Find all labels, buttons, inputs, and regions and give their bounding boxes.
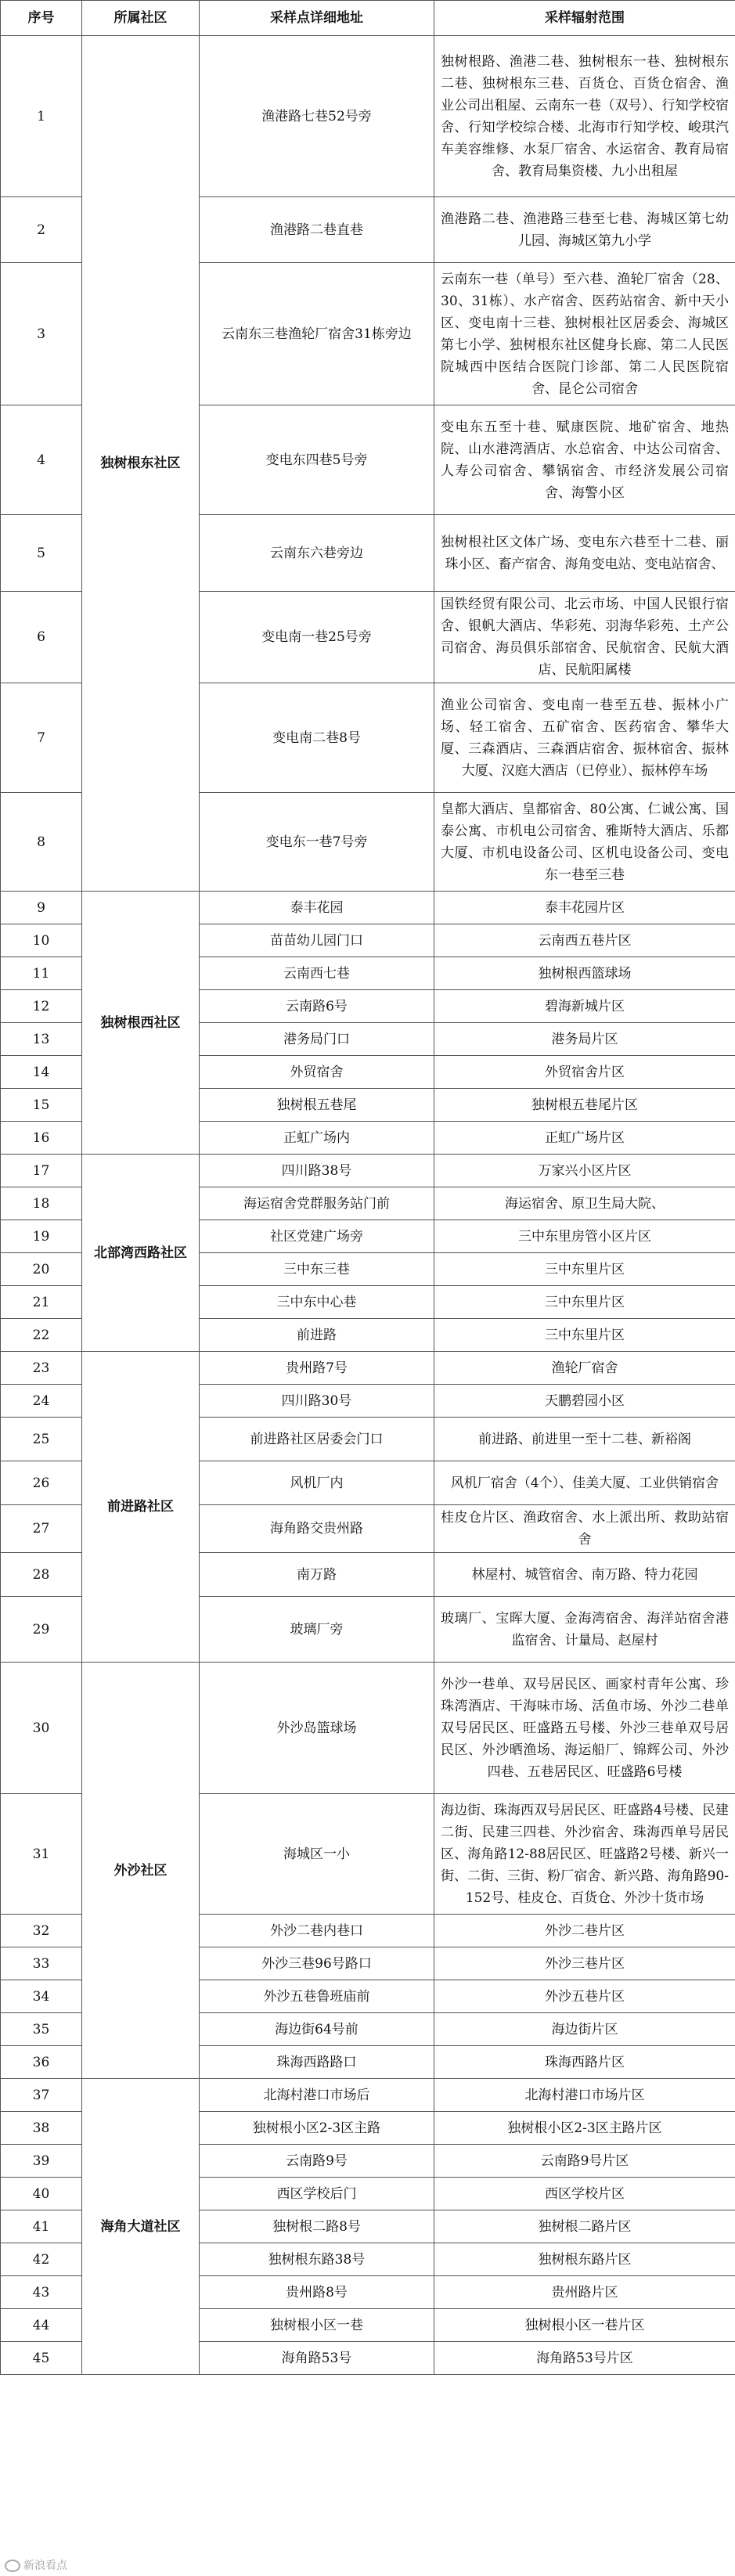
sampling-address: 外沙五巷鲁班庙前 xyxy=(200,1980,434,2013)
sampling-range: 海角路53号片区 xyxy=(434,2342,735,2375)
sampling-range: 外贸宿舍片区 xyxy=(434,1056,735,1089)
row-number: 25 xyxy=(1,1418,82,1461)
sampling-address: 云南东六巷旁边 xyxy=(200,515,434,592)
row-number: 8 xyxy=(1,793,82,892)
row-number: 9 xyxy=(1,892,82,924)
row-number: 40 xyxy=(1,2178,82,2210)
row-number: 41 xyxy=(1,2210,82,2243)
row-number: 35 xyxy=(1,2013,82,2046)
sampling-address: 四川路38号 xyxy=(200,1155,434,1187)
row-number: 29 xyxy=(1,1597,82,1663)
community-name: 前进路社区 xyxy=(82,1352,200,1663)
row-number: 5 xyxy=(1,515,82,592)
sampling-range: 桂皮仓片区、渔政宿舍、水上派出所、救助站宿舍 xyxy=(434,1505,735,1553)
sampling-range: 碧海新城片区 xyxy=(434,990,735,1023)
sampling-range: 独树根社区文体广场、变电东六巷至十二巷、丽珠小区、畜产宿舍、海角变电站、变电站宿舍、 xyxy=(434,515,735,592)
sampling-address: 四川路30号 xyxy=(200,1385,434,1418)
table-row xyxy=(1,2079,735,2112)
sampling-address: 前进路 xyxy=(200,1319,434,1352)
sampling-range: 渔业公司宿舍、变电南一巷至五巷、振林小广场、轻工宿舍、五矿宿舍、医药宿舍、攀华大厦、三森酒店、三森酒店宿舍、振林宿舍、振林大厦、汉庭大酒店（已停业）、振林停车场 xyxy=(434,683,735,793)
sampling-address: 云南路6号 xyxy=(200,990,434,1023)
sampling-range: 独树根西篮球场 xyxy=(434,957,735,990)
sampling-range: 渔轮厂宿舍 xyxy=(434,1352,735,1385)
sampling-address: 玻璃厂旁 xyxy=(200,1597,434,1663)
sampling-address: 云南路9号 xyxy=(200,2145,434,2178)
row-number: 26 xyxy=(1,1461,82,1505)
row-number: 38 xyxy=(1,2112,82,2145)
sampling-address: 泰丰花园 xyxy=(200,892,434,924)
row-number: 20 xyxy=(1,1253,82,1286)
sampling-range: 独树根东路片区 xyxy=(434,2243,735,2276)
sampling-range: 海运宿舍、原卫生局大院、 xyxy=(434,1187,735,1220)
row-number: 14 xyxy=(1,1056,82,1089)
sampling-range: 外沙五巷片区 xyxy=(434,1980,735,2013)
header-no: 序号 xyxy=(1,1,82,36)
sampling-address: 前进路社区居委会门口 xyxy=(200,1418,434,1461)
sampling-range: 皇都大酒店、皇都宿舍、80公寓、仁诚公寓、国泰公寓、市机电公司宿舍、雅斯特大酒店、乐都大厦、市机电设备公司、区机电设备公司、变电东一巷至三巷 xyxy=(434,793,735,892)
row-number: 7 xyxy=(1,683,82,793)
sampling-address: 贵州路8号 xyxy=(200,2276,434,2309)
row-number: 34 xyxy=(1,1980,82,2013)
row-number: 19 xyxy=(1,1220,82,1253)
sampling-range: 海边街片区 xyxy=(434,2013,735,2046)
sampling-address: 海城区一小 xyxy=(200,1794,434,1915)
sampling-address: 变电南二巷8号 xyxy=(200,683,434,793)
row-number: 23 xyxy=(1,1352,82,1385)
sampling-address: 渔港路七巷52号旁 xyxy=(200,36,434,197)
sampling-range: 云南西五巷片区 xyxy=(434,924,735,957)
row-number: 39 xyxy=(1,2145,82,2178)
sampling-range: 独树根小区2-3区主路片区 xyxy=(434,2112,735,2145)
sampling-address: 独树根东路38号 xyxy=(200,2243,434,2276)
header-community: 所属社区 xyxy=(82,1,200,36)
row-number: 45 xyxy=(1,2342,82,2375)
row-number: 28 xyxy=(1,1553,82,1597)
sampling-address: 风机厂内 xyxy=(200,1461,434,1505)
sampling-range: 正虹广场片区 xyxy=(434,1122,735,1155)
sampling-address: 渔港路二巷直巷 xyxy=(200,197,434,263)
row-number: 37 xyxy=(1,2079,82,2112)
sampling-address: 海运宿舍党群服务站门前 xyxy=(200,1187,434,1220)
row-number: 3 xyxy=(1,263,82,405)
sampling-range: 港务局片区 xyxy=(434,1023,735,1056)
sampling-range: 独树根路、渔港二巷、独树根东一巷、独树根东二巷、独树根东三巷、百货仓、百货仓宿舍、渔业公司出租屋、云南东一巷（双号）、行知学校宿舍、行知学校综合楼、北海市行知学校、峻琪汽车美容维修、水泵厂宿舍、水运宿舍、教育局宿舍、教育局集资楼、九小出租屋 xyxy=(434,36,735,197)
sampling-range: 林屋村、城管宿舍、南万路、特力花园 xyxy=(434,1553,735,1597)
table-row xyxy=(1,892,735,924)
sampling-address: 三中东三巷 xyxy=(200,1253,434,1286)
row-number: 44 xyxy=(1,2309,82,2342)
sampling-address: 三中东中心巷 xyxy=(200,1286,434,1319)
row-number: 21 xyxy=(1,1286,82,1319)
sampling-address: 海边街64号前 xyxy=(200,2013,434,2046)
table-header-row xyxy=(1,1,735,36)
sampling-range: 万家兴小区片区 xyxy=(434,1155,735,1187)
sampling-address: 独树根小区2-3区主路 xyxy=(200,2112,434,2145)
sampling-range: 外沙三巷片区 xyxy=(434,1947,735,1980)
row-number: 1 xyxy=(1,36,82,197)
sampling-range: 三中东里片区 xyxy=(434,1286,735,1319)
sampling-address: 变电南一巷25号旁 xyxy=(200,592,434,683)
row-number: 24 xyxy=(1,1385,82,1418)
community-name: 海角大道社区 xyxy=(82,2079,200,2375)
community-name: 独树根西社区 xyxy=(82,892,200,1155)
sampling-range: 外沙二巷片区 xyxy=(434,1915,735,1947)
sampling-address: 西区学校后门 xyxy=(200,2178,434,2210)
sampling-address: 北海村港口市场后 xyxy=(200,2079,434,2112)
row-number: 43 xyxy=(1,2276,82,2309)
table-body xyxy=(1,36,735,2375)
community-name: 北部湾西路社区 xyxy=(82,1155,200,1352)
sampling-address: 独树根五巷尾 xyxy=(200,1089,434,1122)
row-number: 33 xyxy=(1,1947,82,1980)
sampling-range: 独树根二路片区 xyxy=(434,2210,735,2243)
row-number: 10 xyxy=(1,924,82,957)
sampling-range: 贵州路片区 xyxy=(434,2276,735,2309)
row-number: 4 xyxy=(1,405,82,515)
table-row xyxy=(1,36,735,197)
table-row xyxy=(1,1155,735,1187)
sampling-address: 外沙三巷96号路口 xyxy=(200,1947,434,1980)
row-number: 30 xyxy=(1,1663,82,1794)
header-range: 采样辐射范围 xyxy=(434,1,735,36)
sampling-address: 变电东一巷7号旁 xyxy=(200,793,434,892)
sampling-address: 外沙二巷内巷口 xyxy=(200,1915,434,1947)
sampling-range: 国铁经贸有限公司、北云市场、中国人民银行宿舍、银帆大酒店、华彩苑、羽海华彩苑、土产公司宿舍、海员俱乐部宿舍、民航宿舍、民航大酒店、民航阳属楼 xyxy=(434,592,735,683)
row-number: 32 xyxy=(1,1915,82,1947)
row-number: 11 xyxy=(1,957,82,990)
sampling-range: 云南路9号片区 xyxy=(434,2145,735,2178)
row-number: 13 xyxy=(1,1023,82,1056)
sampling-range: 珠海西路片区 xyxy=(434,2046,735,2079)
sampling-address: 云南东三巷渔轮厂宿舍31栋旁边 xyxy=(200,263,434,405)
sampling-address: 云南西七巷 xyxy=(200,957,434,990)
header-address: 采样点详细地址 xyxy=(200,1,434,36)
sampling-address: 珠海西路路口 xyxy=(200,2046,434,2079)
sampling-range: 变电东五至十巷、赋康医院、地矿宿舍、地热院、山水港湾酒店、水总宿舍、中达公司宿舍、人寿公司宿舍、攀锅宿舍、市经济发展公司宿舍、海警小区 xyxy=(434,405,735,515)
sampling-range: 三中东里片区 xyxy=(434,1253,735,1286)
sampling-address: 正虹广场内 xyxy=(200,1122,434,1155)
sampling-range: 北海村港口市场片区 xyxy=(434,2079,735,2112)
sampling-range: 西区学校片区 xyxy=(434,2178,735,2210)
sampling-range: 天鹏碧园小区 xyxy=(434,1385,735,1418)
row-number: 42 xyxy=(1,2243,82,2276)
table-row xyxy=(1,1352,735,1385)
watermark-text: 新浪看点 xyxy=(23,2560,67,2572)
sampling-range: 外沙一巷单、双号居民区、画家村青年公寓、珍珠湾酒店、干海味市场、活鱼市场、外沙二巷单双号居民区、旺盛路五号楼、外沙三巷单双号居民区、外沙晒渔场、海运船厂、锦辉公司、外沙四巷、五巷居民区、旺盛路6号楼 xyxy=(434,1663,735,1794)
row-number: 36 xyxy=(1,2046,82,2079)
row-number: 18 xyxy=(1,1187,82,1220)
row-number: 31 xyxy=(1,1794,82,1915)
sampling-range: 三中东里房管小区片区 xyxy=(434,1220,735,1253)
sampling-range: 渔港路二巷、渔港路三巷至七巷、海城区第七幼儿园、海城区第九小学 xyxy=(434,197,735,263)
sampling-range: 玻璃厂、宝晖大厦、金海湾宿舍、海洋站宿舍港监宿舍、计量局、赵屋村 xyxy=(434,1597,735,1663)
sampling-address: 苗苗幼儿园门口 xyxy=(200,924,434,957)
sampling-address: 社区党建广场旁 xyxy=(200,1220,434,1253)
table-row xyxy=(1,1663,735,1794)
sampling-address: 独树根小区一巷 xyxy=(200,2309,434,2342)
row-number: 6 xyxy=(1,592,82,683)
row-number: 22 xyxy=(1,1319,82,1352)
sampling-range: 风机厂宿舍（4个）、佳美大厦、工业供销宿舍 xyxy=(434,1461,735,1505)
sampling-address: 港务局门口 xyxy=(200,1023,434,1056)
sampling-address: 海角路53号 xyxy=(200,2342,434,2375)
community-name: 外沙社区 xyxy=(82,1663,200,2079)
row-number: 15 xyxy=(1,1089,82,1122)
row-number: 2 xyxy=(1,197,82,263)
sampling-range: 三中东里片区 xyxy=(434,1319,735,1352)
sampling-range: 海边街、珠海西双号居民区、旺盛路4号楼、民建二街、民建三四巷、外沙宿舍、珠海西单号居民区、海角路12-88居民区、旺盛路2号楼、新兴一街、二街、三街、粉厂宿舍、新兴路、海角路90-152号、桂皮仓、百货仓、外沙十货市场 xyxy=(434,1794,735,1915)
sampling-address: 贵州路7号 xyxy=(200,1352,434,1385)
row-number: 17 xyxy=(1,1155,82,1187)
watermark xyxy=(5,2557,67,2573)
sampling-range: 前进路、前进里一至十二巷、新裕阁 xyxy=(434,1418,735,1461)
sampling-range: 云南东一巷（单号）至六巷、渔轮厂宿舍（28、30、31栋）、水产宿舍、医药站宿舍、新中天小区、变电南十三巷、独树根社区居委会、海城区第七小学、独树根东社区健身长廊、第二人民医院城西中医结合医院门诊部、第二人民医院宿舍、昆仑公司宿舍 xyxy=(434,263,735,405)
row-number: 27 xyxy=(1,1505,82,1553)
community-name: 独树根东社区 xyxy=(82,36,200,892)
sampling-range: 独树根小区一巷片区 xyxy=(434,2309,735,2342)
sampling-address: 南万路 xyxy=(200,1553,434,1597)
weibo-logo-icon xyxy=(5,2560,20,2572)
sampling-address: 变电东四巷5号旁 xyxy=(200,405,434,515)
sampling-address: 独树根二路8号 xyxy=(200,2210,434,2243)
row-number: 12 xyxy=(1,990,82,1023)
sampling-address: 海角路交贵州路 xyxy=(200,1505,434,1553)
sampling-range: 泰丰花园片区 xyxy=(434,892,735,924)
sampling-address: 外贸宿舍 xyxy=(200,1056,434,1089)
sampling-range: 独树根五巷尾片区 xyxy=(434,1089,735,1122)
row-number: 16 xyxy=(1,1122,82,1155)
sampling-address: 外沙岛篮球场 xyxy=(200,1663,434,1794)
